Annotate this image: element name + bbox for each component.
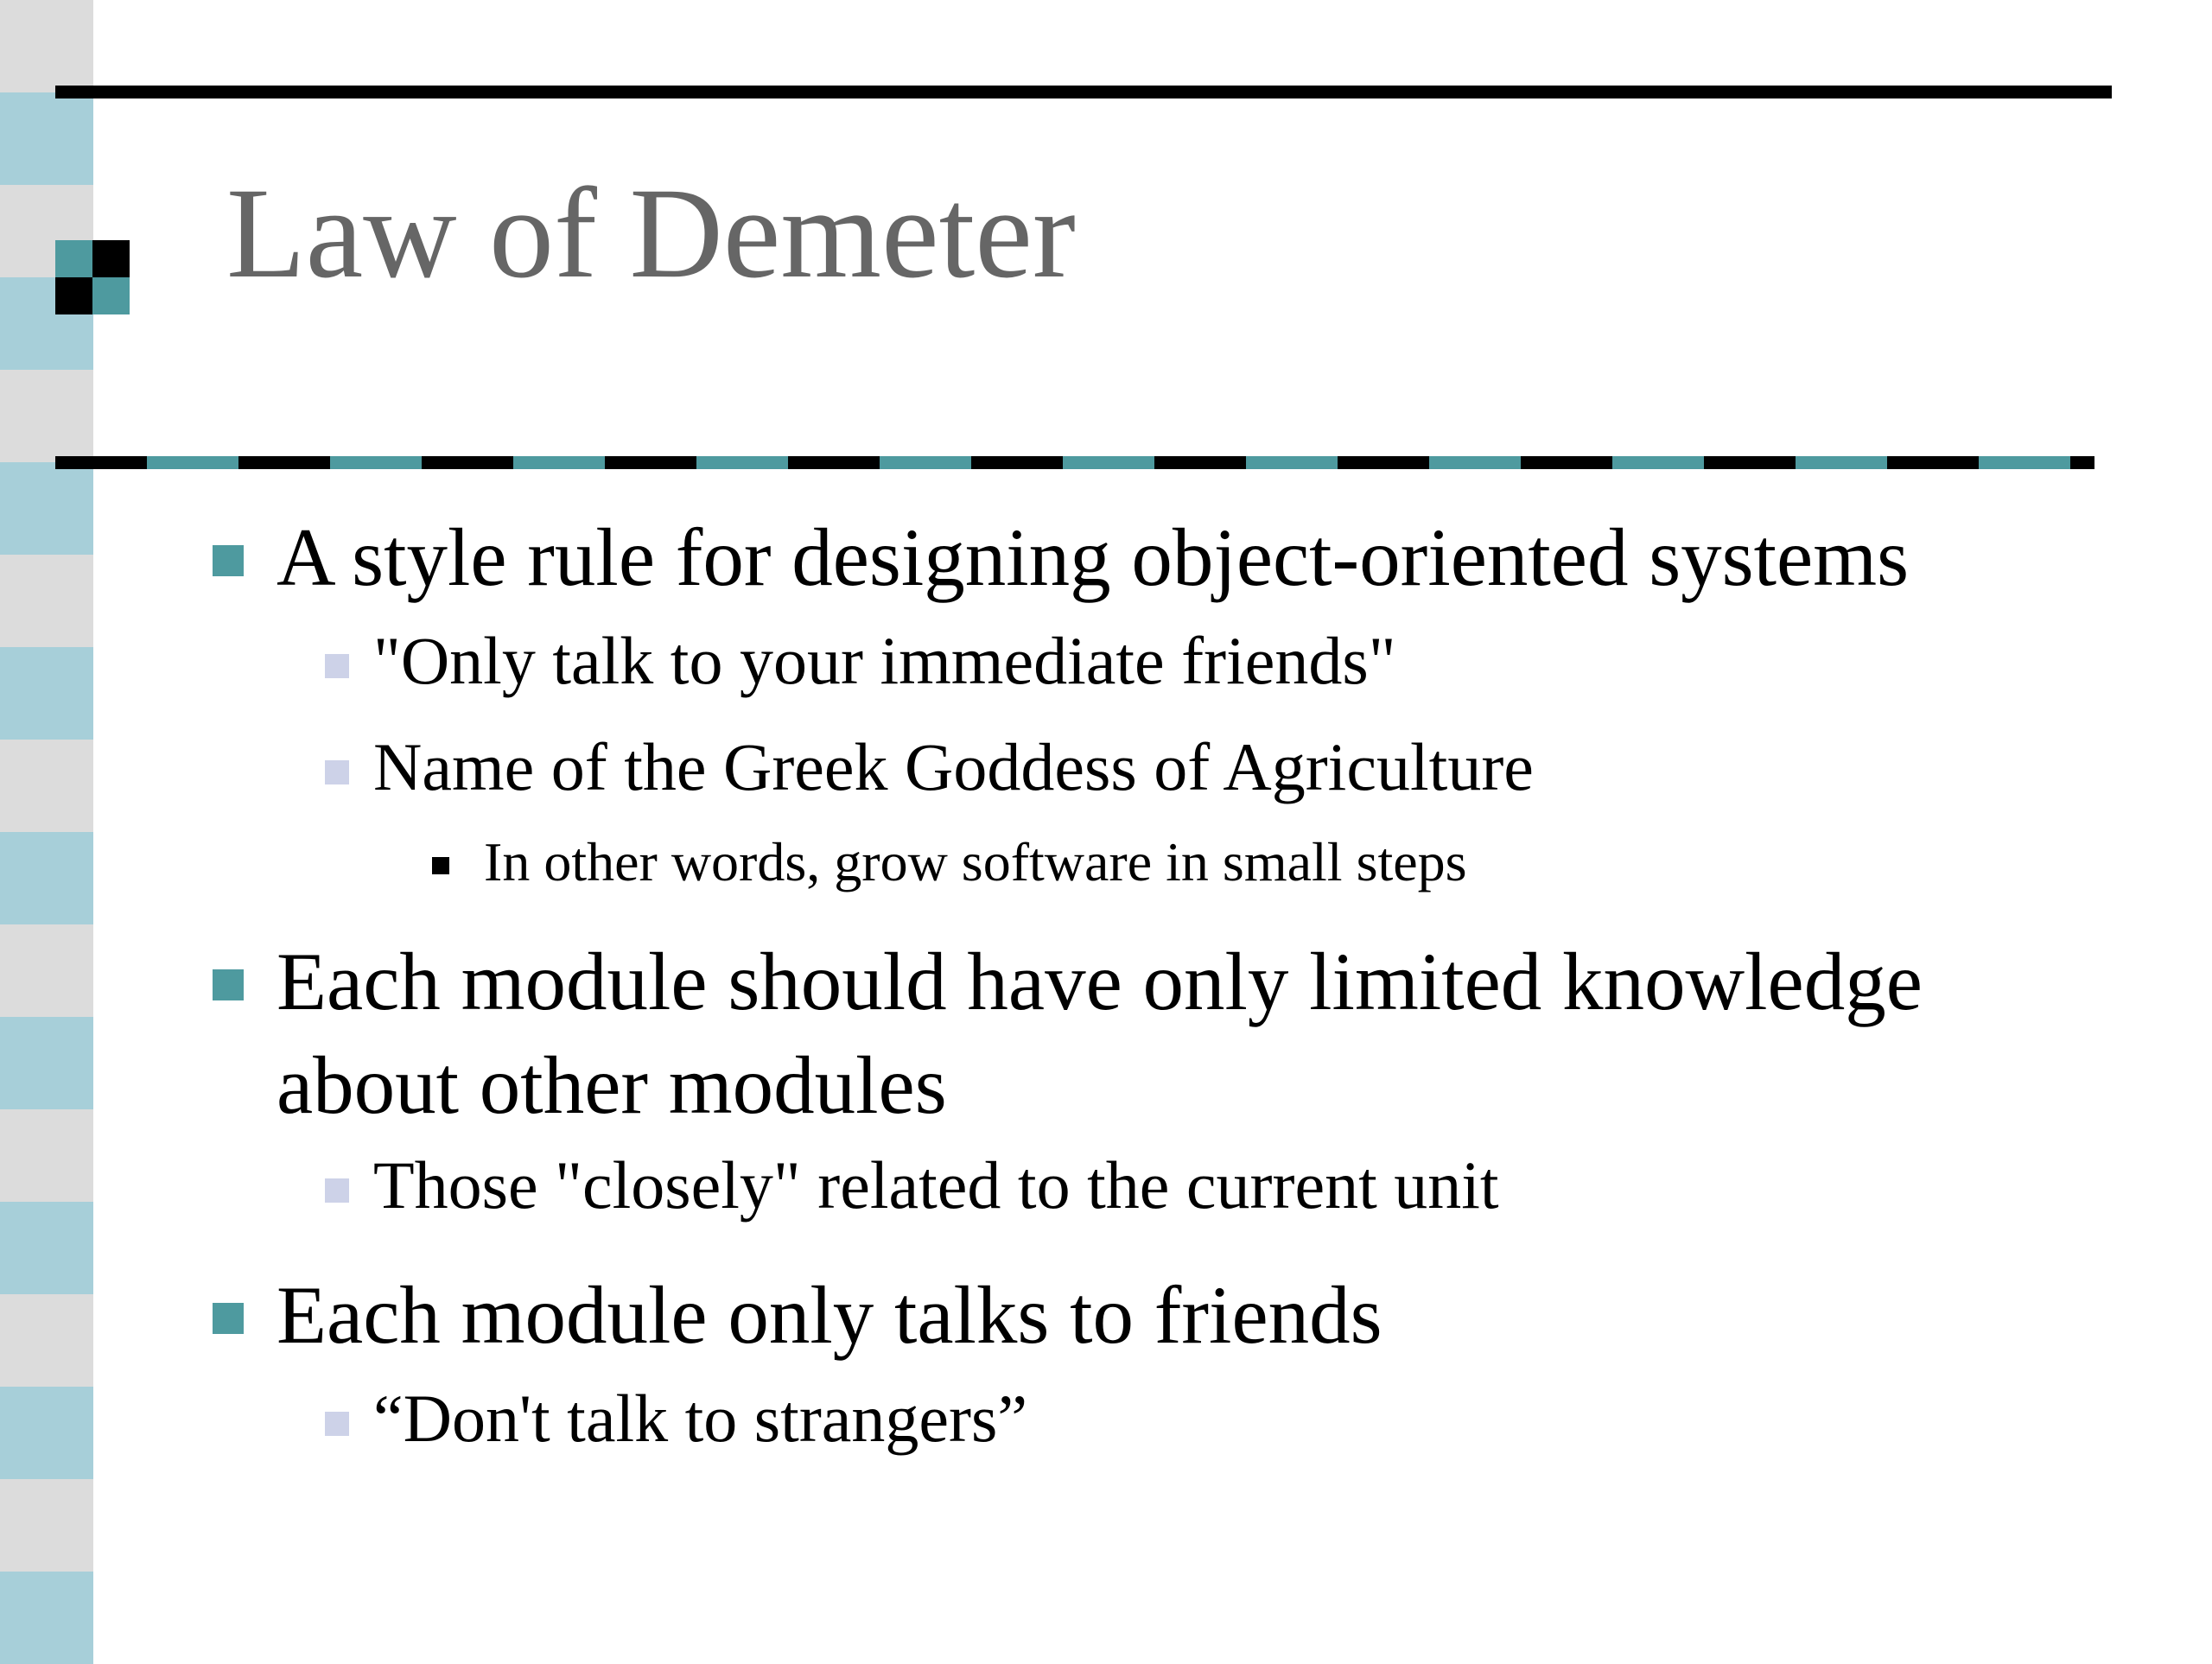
sub-bullet-text: Name of the Greek Goddess of Agriculture xyxy=(373,729,1534,804)
strip-block xyxy=(0,92,93,185)
sub-bullet-square-icon xyxy=(325,760,349,784)
sub-bullet-item xyxy=(373,1375,1027,1462)
title-divider-rule xyxy=(55,456,2094,469)
rule-segment xyxy=(1154,456,1246,469)
strip-block xyxy=(0,1572,93,1664)
bullet-text: A style rule for designing object-oriented systems xyxy=(276,511,1910,603)
rule-segment xyxy=(605,456,696,469)
strip-block xyxy=(0,0,93,92)
sub-bullet-text: "Only talk to your immediate friends" xyxy=(373,623,1396,698)
rule-segment xyxy=(971,456,1063,469)
rule-segment xyxy=(330,456,422,469)
strip-block xyxy=(0,832,93,924)
strip-block xyxy=(0,1479,93,1572)
strip-block xyxy=(0,1109,93,1202)
bullet-text-continuation xyxy=(276,1033,947,1137)
strip-block xyxy=(0,1202,93,1294)
rule-segment xyxy=(696,456,788,469)
rule-segment xyxy=(1887,456,1979,469)
bullet-text: about other modules xyxy=(276,1039,947,1131)
sub-bullet-square-icon xyxy=(325,1412,349,1436)
bullet-item xyxy=(276,930,1923,1033)
sub-bullet-square-icon xyxy=(325,1178,349,1203)
sub-bullet-square-icon xyxy=(325,654,349,678)
rule-segment xyxy=(147,456,238,469)
rule-segment xyxy=(1796,456,1887,469)
strip-block xyxy=(0,740,93,832)
sub-sub-bullet-item xyxy=(484,828,1467,897)
sub-sub-bullet-text: In other words, grow software in small steps xyxy=(484,831,1467,892)
sub-sub-bullet-square-icon xyxy=(432,857,449,874)
bullet-text: Each module only talks to friends xyxy=(276,1269,1382,1361)
rule-segment xyxy=(1521,456,1612,469)
strip-block xyxy=(0,370,93,462)
bullet-item xyxy=(276,1263,1382,1367)
rule-segment xyxy=(2070,456,2094,469)
rule-segment xyxy=(788,456,880,469)
sub-bullet-item xyxy=(373,618,1396,704)
rule-segment xyxy=(513,456,605,469)
sub-bullet-item xyxy=(373,1142,1499,1229)
strip-block xyxy=(0,555,93,647)
rule-segment xyxy=(880,456,971,469)
strip-block xyxy=(0,1017,93,1109)
rule-segment xyxy=(238,456,330,469)
rule-segment xyxy=(55,456,147,469)
sub-bullet-item xyxy=(373,724,1534,810)
rule-segment xyxy=(1338,456,1429,469)
strip-block xyxy=(0,462,93,555)
slide-title: Law of Demeter xyxy=(226,162,1076,305)
strip-block xyxy=(0,1387,93,1479)
rule-segment xyxy=(1429,456,1521,469)
sub-bullet-text: “Don't talk to strangers” xyxy=(373,1381,1027,1456)
bullet-item xyxy=(276,505,1909,609)
bullet-square-icon xyxy=(213,545,244,576)
strip-block xyxy=(0,924,93,1017)
title-checker-icon xyxy=(55,240,130,314)
bullet-square-icon xyxy=(213,1303,244,1334)
sub-bullet-text: Those "closely" related to the current unit xyxy=(373,1147,1499,1223)
rule-segment xyxy=(1063,456,1154,469)
top-rule xyxy=(55,86,2112,98)
rule-segment xyxy=(1704,456,1796,469)
strip-block xyxy=(0,1294,93,1387)
bullet-square-icon xyxy=(213,969,244,1000)
bullet-text: Each module should have only limited knowledge xyxy=(276,936,1923,1027)
rule-segment xyxy=(1979,456,2070,469)
strip-block xyxy=(0,647,93,740)
rule-segment xyxy=(422,456,513,469)
rule-segment xyxy=(1612,456,1704,469)
rule-segment xyxy=(1246,456,1338,469)
